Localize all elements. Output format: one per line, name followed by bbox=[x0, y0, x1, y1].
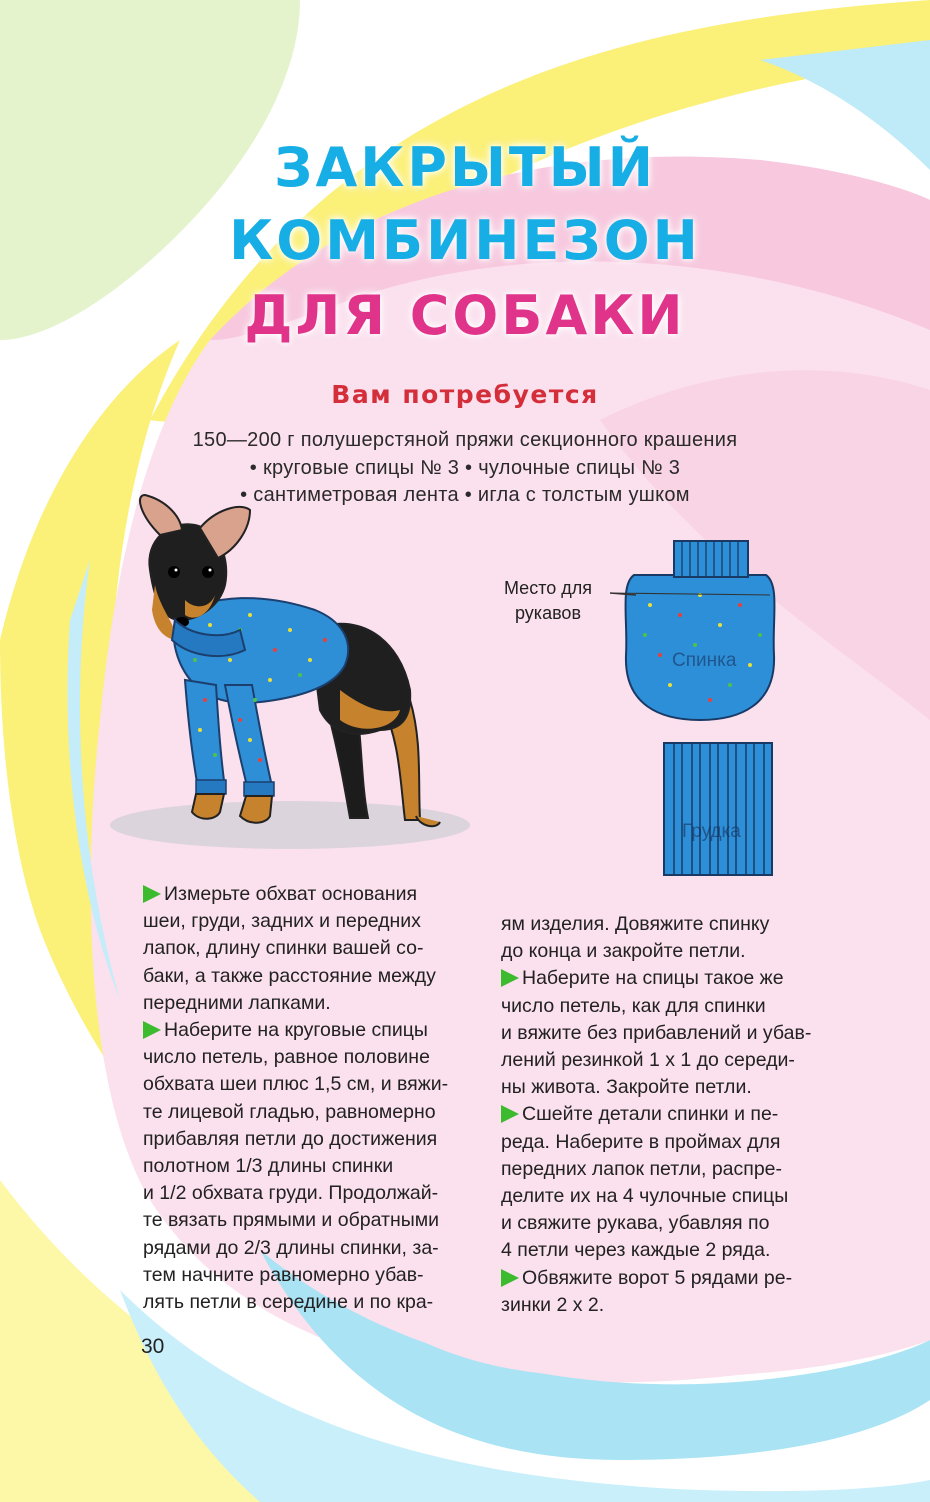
instruction-line: Обвяжите ворот 5 рядами ре- bbox=[501, 1265, 831, 1292]
step-arrow-icon bbox=[143, 885, 161, 903]
instruction-line: лапок, длину спинки вашей со- bbox=[143, 937, 424, 960]
chest-piece bbox=[664, 743, 772, 875]
step-arrow-icon bbox=[501, 1269, 519, 1287]
instruction-line: лять петли в середине и по кра- bbox=[143, 1291, 434, 1314]
instruction-line: Сшейте детали спинки и пе- bbox=[501, 1101, 831, 1128]
instruction-line: прибавляя петли до достижения bbox=[143, 1127, 438, 1150]
instruction-line: ям изделия. Довяжите спинку bbox=[501, 913, 770, 935]
dog-illustration bbox=[100, 490, 480, 860]
instruction-line: те вязать прямыми и обратными bbox=[143, 1209, 440, 1232]
instruction-line: ны живота. Закройте петли. bbox=[501, 1076, 752, 1099]
instruction-line: число петель, равное половине bbox=[143, 1046, 430, 1069]
materials-line-3: • сантиметровая лента • игла с толстым ушком bbox=[240, 484, 690, 506]
instruction-line: лений резинкой 1 х 1 до середи- bbox=[501, 1049, 795, 1072]
instruction-line: и вяжите без прибавлений и убав- bbox=[501, 1021, 812, 1044]
back-piece bbox=[610, 541, 775, 720]
instructions-left-column bbox=[143, 881, 473, 1316]
materials-line-2: • круговые спицы № 3 • чулочные спицы № 3 bbox=[249, 457, 681, 479]
title-line-3: ДЛЯ СОБАКИ bbox=[244, 284, 686, 347]
title-line-1: ЗАКРЫТЫЙ bbox=[274, 136, 656, 199]
instruction-line: до конца и закройте петли. bbox=[501, 940, 746, 963]
materials-line-1: 150—200 г полушерстяной пряжи секционного крашения bbox=[192, 429, 738, 451]
instruction-line: и 1/2 обхвата груди. Продолжай- bbox=[143, 1182, 439, 1205]
instruction-line: рядами до 2/3 длины спинки, за- bbox=[143, 1236, 439, 1259]
step-arrow-icon bbox=[501, 1105, 519, 1123]
instruction-line: баки, а также расстояние между bbox=[143, 964, 436, 987]
instruction-line: передних лапок петли, распре- bbox=[501, 1157, 782, 1180]
instruction-line: Наберите на круговые спицы bbox=[143, 1017, 473, 1044]
back-piece-label: Спинка bbox=[672, 650, 737, 671]
chest-piece-label: Грудка bbox=[682, 821, 741, 842]
instruction-line: шеи, груди, задних и передних bbox=[143, 910, 421, 933]
instruction-line: Наберите на спицы такое же bbox=[501, 965, 831, 992]
step-arrow-icon bbox=[501, 969, 519, 987]
instruction-line: Измерьте обхват основания bbox=[143, 881, 473, 908]
instruction-line: и свяжите рукава, убавляя по bbox=[501, 1212, 770, 1235]
instruction-line: обхвата шеи плюс 1,5 см, и вяжи- bbox=[143, 1073, 449, 1096]
instruction-line: 4 петли через каждые 2 ряда. bbox=[501, 1239, 771, 1262]
title-line-2: КОМБИНЕЗОН bbox=[229, 209, 701, 272]
instruction-line: реда. Наберите в проймах для bbox=[501, 1130, 781, 1153]
materials-heading: Вам потребуется bbox=[331, 380, 599, 409]
instruction-line: число петель, как для спинки bbox=[501, 994, 766, 1017]
instruction-line: делите их на 4 чулочные спицы bbox=[501, 1185, 789, 1208]
page-number: 30 bbox=[141, 1335, 165, 1358]
instruction-line: тем начните равномерно убав- bbox=[143, 1263, 424, 1286]
instruction-line: те лицевой гладью, равномерно bbox=[143, 1100, 436, 1123]
instruction-line: передними лапками. bbox=[143, 991, 331, 1014]
sleeve-place-label-1: Место для bbox=[503, 578, 592, 598]
sleeve-place-label-2: рукавов bbox=[514, 603, 582, 623]
instruction-line: полотном 1/3 длины спинки bbox=[143, 1155, 394, 1178]
instructions-right-column bbox=[501, 911, 831, 1319]
instruction-line: зинки 2 х 2. bbox=[501, 1293, 605, 1316]
step-arrow-icon bbox=[143, 1021, 161, 1039]
